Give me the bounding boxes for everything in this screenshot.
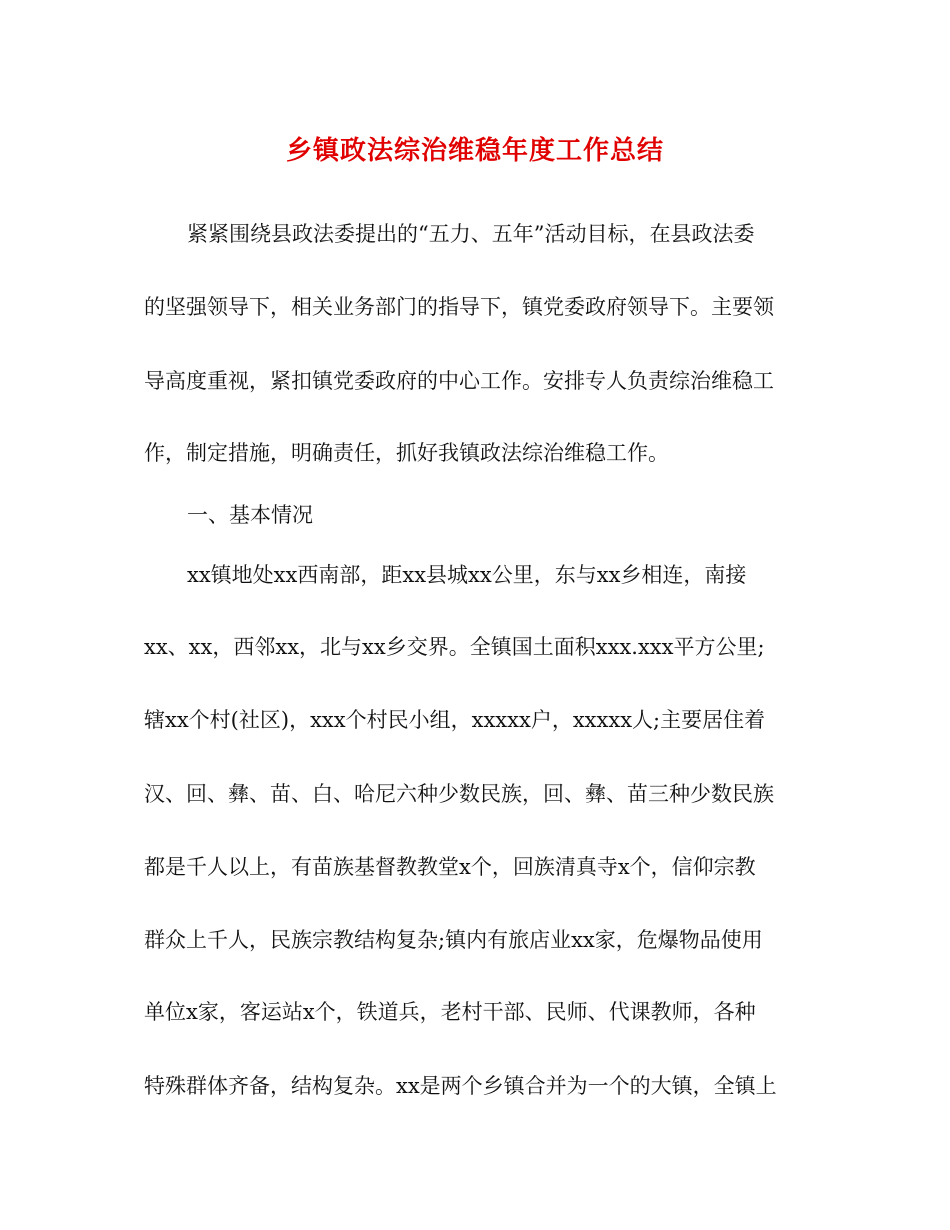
paragraph-line: 作，制定措施，明确责任，抓好我镇政法综治维稳工作。 (144, 441, 669, 465)
paragraph-line: 的坚强领导下，相关业务部门的指导下，镇党委政府领导下。主要领 (144, 295, 774, 319)
section-heading: 一、基本情况 (187, 503, 313, 527)
paragraph-line: 都是千人以上，有苗族基督教教堂x个，回族清真寺x个，信仰宗教 (144, 855, 756, 879)
paragraph-line: xx、xx，西邻xx，北与xx乡交界。全镇国土面积xxx.xxx平方公里; (144, 635, 765, 659)
paragraph-line: 辖xx个村(社区)，xxx个村民小组，xxxxx户，xxxxx人;主要居住着 (144, 708, 766, 732)
paragraph-line: 汉、回、彝、苗、白、哈尼六种少数民族，回、彝、苗三种少数民族 (144, 782, 774, 806)
paragraph-line: 群众上千人，民族宗教结构复杂;镇内有旅店业xx家，危爆物品使用 (144, 928, 763, 952)
paragraph-line: 特殊群体齐备，结构复杂。xx是两个乡镇合并为一个的大镇，全镇上 (144, 1074, 777, 1098)
paragraph-line: 紧紧围绕县政法委提出的“五力、五年”活动目标，在县政法委 (187, 222, 755, 246)
document-title: 乡镇政法综治维稳年度工作总结 (285, 136, 664, 166)
paragraph-line: 导高度重视，紧扣镇党委政府的中心工作。安排专人负责综治维稳工 (144, 369, 774, 393)
paragraph-line: 单位x家，客运站x个，铁道兵，老村干部、民师、代课教师，各种 (144, 1000, 756, 1024)
paragraph-line: xx镇地处xx西南部，距xx县城xx公里，东与xx乡相连，南接 (187, 563, 747, 587)
